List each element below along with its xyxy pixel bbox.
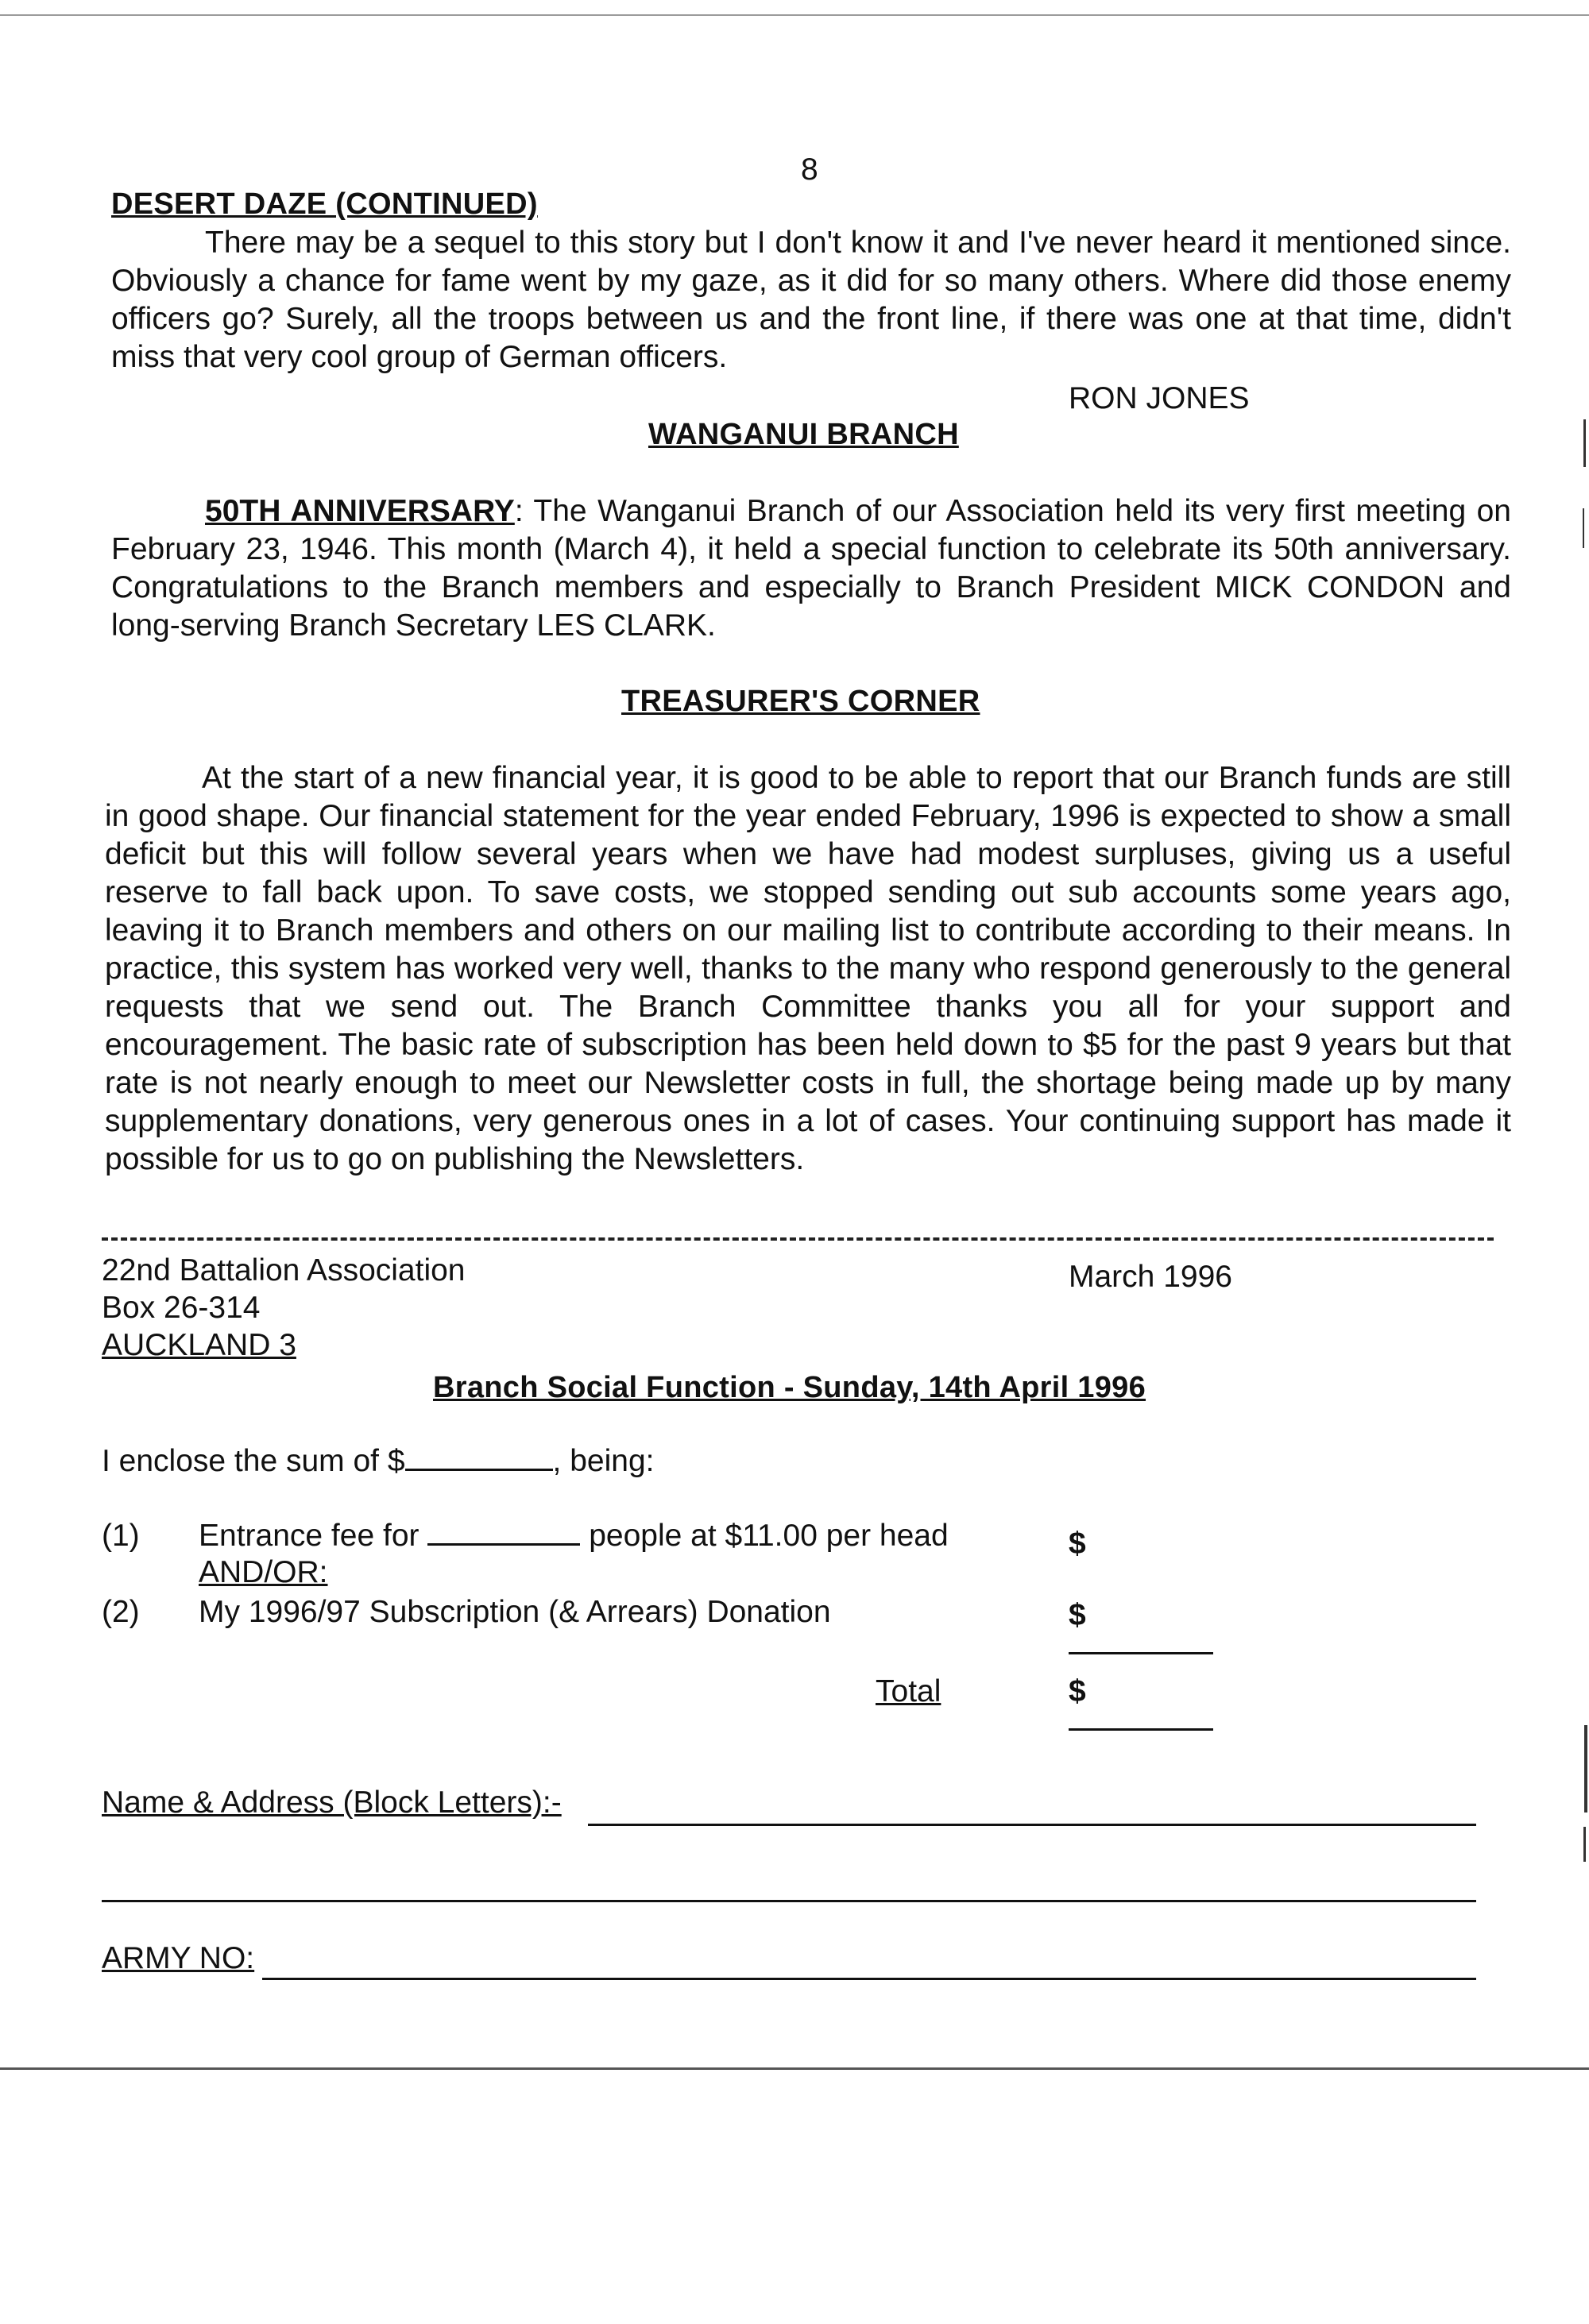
desert-daze-heading: DESERT DAZE (CONTINUED)	[111, 187, 538, 221]
enclose-amount-blank[interactable]	[405, 1445, 553, 1471]
scan-margin-mark-3	[1584, 1725, 1587, 1812]
wanganui-text: The Wanganui Branch of our Association held its very first meeting on February 23, 1946. This month (March 4), it held a special function to celebrate its 50th anniversary. Congratulations to the Branch members and especially to Branch President MICK CONDON and long-serving Branch Secretary LES CLARK.	[111, 494, 1511, 643]
treasurer-heading: TREASURER'S CORNER	[621, 685, 980, 718]
scan-margin-mark-4	[1583, 1827, 1586, 1862]
name-address-line-2[interactable]	[102, 1900, 1476, 1902]
and-or-label: AND/OR:	[199, 1555, 328, 1589]
anniversary-lead: 50TH ANNIVERSARY	[205, 494, 515, 528]
tear-off-dashed-rule	[102, 1237, 1494, 1241]
author-signature: RON JONES	[1069, 381, 1250, 415]
subtotal-rule	[1069, 1652, 1213, 1654]
item2-number: (2)	[102, 1595, 140, 1629]
association-name: 22nd Battalion Association	[102, 1253, 466, 1287]
social-function-title: Branch Social Function - Sunday, 14th April 1996	[433, 1371, 1146, 1404]
page-number: 8	[801, 152, 818, 187]
army-no-label: ARMY NO:	[102, 1941, 255, 1975]
wanganui-heading: WANGANUI BRANCH	[648, 418, 959, 451]
wanganui-paragraph	[111, 492, 1511, 645]
treasurer-paragraph	[105, 759, 1511, 1179]
desert-daze-paragraph	[111, 224, 1511, 376]
association-city: AUCKLAND 3	[102, 1328, 296, 1362]
total-dollar: $	[1069, 1674, 1086, 1708]
item1-dollar: $	[1069, 1527, 1086, 1561]
name-address-label: Name & Address (Block Letters):-	[102, 1785, 562, 1820]
desert-daze-text: There may be a sequel to this story but I don't know it and I've never heard it mentioned since. Obviously a chance for fame went by my gaze, as it did for so many others. Where did those enemy officers go? Surely, all the troops between us and the front line, if there was one at that time, didn't miss that very cool group of German officers.	[111, 226, 1511, 374]
total-rule	[1069, 1728, 1213, 1731]
treasurer-text: At the start of a new financial year, it is good to be able to report that our Branch funds are still in good shape. Our financial statement for the year ended February, 1996 is expected to show a small deficit but this will follow several years when we have had modest surpluses, giving us a useful reserve to fall back upon. To save costs, we stopped sending out sub accounts some years ago, leaving it to Branch members and others on our mailing list to contribute according to their means. In practice, this system has worked very well, thanks to the many who respond generously to the general requests that we send out. The Branch Committee thanks you all for your support and encouragement. The basic rate of subscription has been held down to $5 for the past 9 years but that rate is not nearly enough to meet our Newsletter costs in full, the shortage being made up by many supplementary donations, very generous ones in a lot of cases. Your continuing support has made it possible for us to go on publishing the Newsletters.	[105, 761, 1511, 1176]
army-no-line[interactable]	[262, 1978, 1476, 1980]
people-count-blank[interactable]	[427, 1519, 580, 1546]
scan-margin-mark-1	[1583, 419, 1586, 467]
item1-suffix: people at $11.00 per head	[589, 1519, 949, 1553]
association-box: Box 26-314	[102, 1291, 261, 1325]
name-address-line-1[interactable]	[588, 1824, 1476, 1826]
enclose-suffix: , being:	[552, 1444, 655, 1478]
item1-prefix: Entrance fee for	[199, 1519, 419, 1553]
form-date: March 1996	[1069, 1260, 1232, 1294]
item2-dollar: $	[1069, 1598, 1086, 1632]
page-bottom-edge	[0, 2067, 1589, 2070]
anniversary-colon: :	[514, 494, 524, 528]
scan-margin-mark-2	[1583, 508, 1584, 548]
item1-number: (1)	[102, 1519, 140, 1553]
item1-line	[199, 1519, 949, 1554]
total-label: Total	[876, 1674, 941, 1708]
item2-text: My 1996/97 Subscription (& Arrears) Donation	[199, 1595, 831, 1629]
enclose-line	[102, 1444, 654, 1479]
enclose-prefix: I enclose the sum of $	[102, 1444, 405, 1478]
page-top-edge	[0, 14, 1589, 16]
